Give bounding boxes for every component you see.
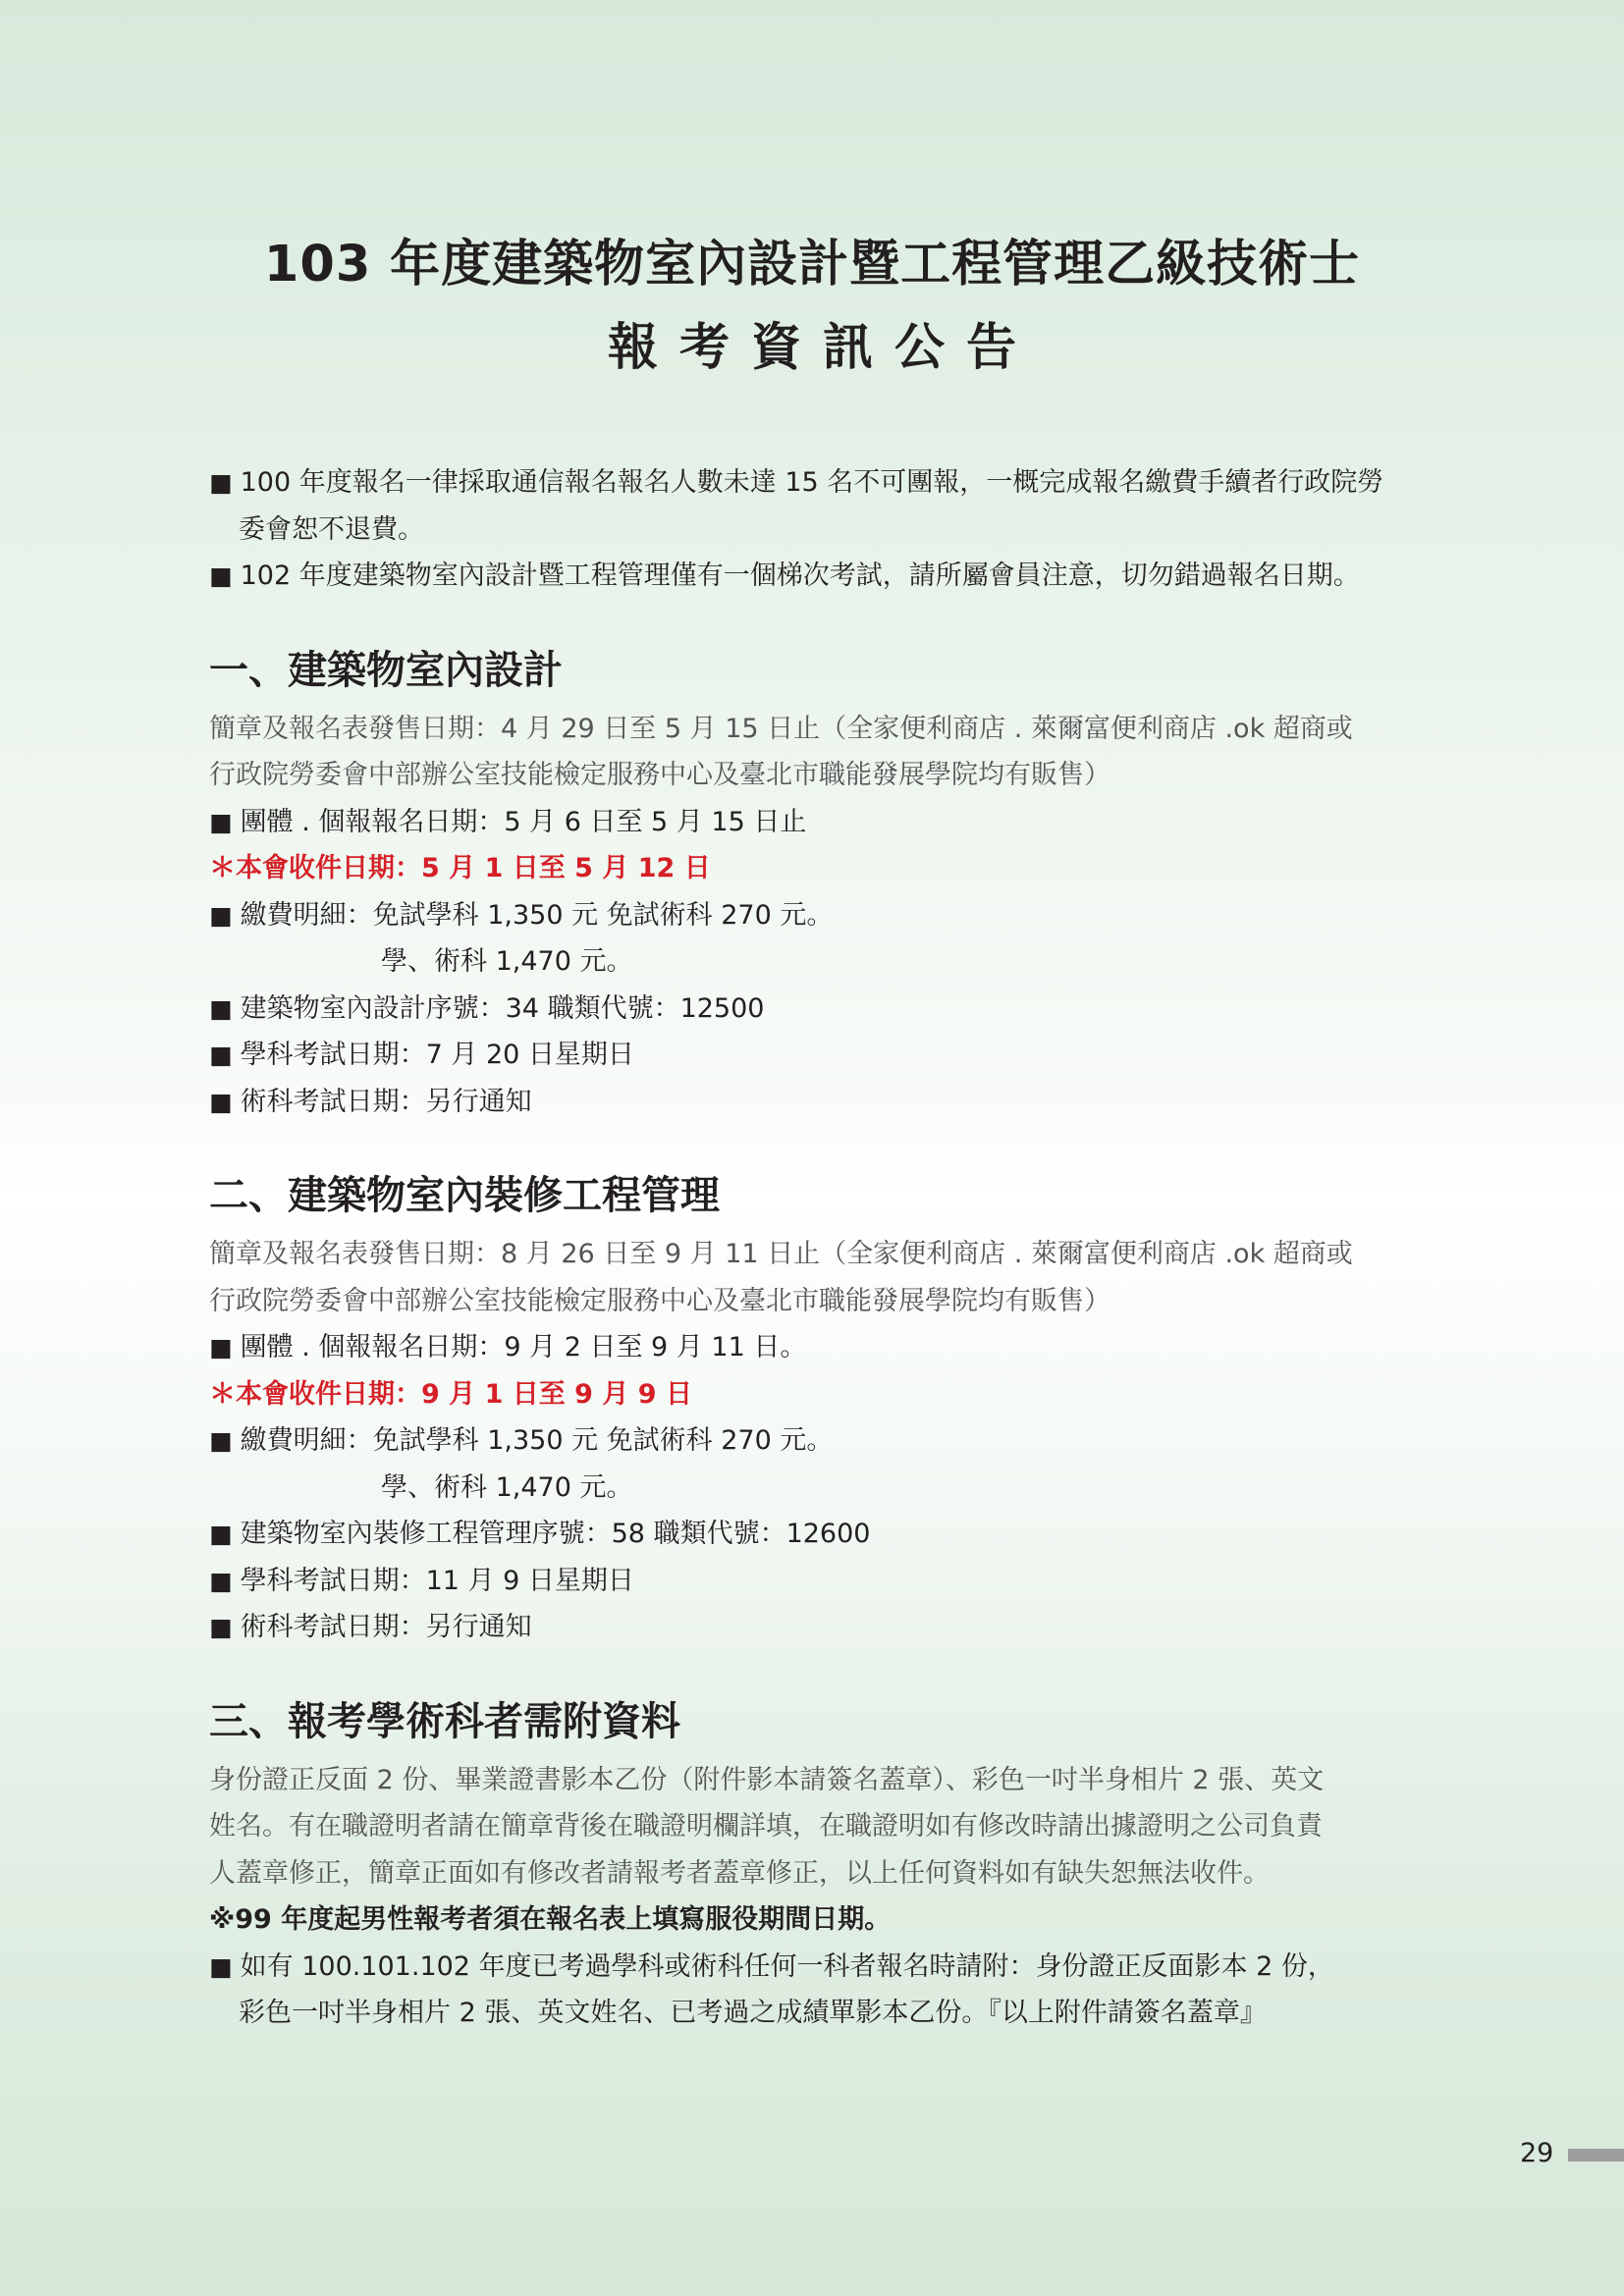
title-line-main: 103 年度建築物室內設計暨工程管理乙級技術士 (263, 236, 1361, 294)
sale-date-line-continued: 行政院勞委會中部辦公室技能檢定服務中心及臺北市職能發展學院均有販售） (209, 760, 1110, 790)
section-renovation-management (209, 1166, 1427, 1651)
requirements-line: 人蓋章修正，簡章正面如有修改者請報考者蓋章修正，以上任何資料如有缺失恕無法收件。 (209, 1857, 1270, 1889)
fee-details-continued: 學、術科 1,470 元。 (381, 1471, 633, 1503)
notices (209, 459, 1427, 600)
fee-details-continued: 學、術科 1,470 元。 (381, 946, 633, 977)
registration-date: ■ 團體 . 個報報名日期：9 月 2 日至 9 月 11 日。 (209, 1324, 1427, 1371)
fee-details: ■ 繳費明細：免試學科 1,350 元 免試術科 270 元。 (209, 1417, 1427, 1465)
receipt-date: ＊本會收件日期：5 月 1 日至 5 月 12 日 (209, 853, 711, 883)
job-code: ■ 建築物室內設計序號：34 職類代號：12500 (209, 986, 1427, 1033)
section-required-documents (209, 1692, 1427, 2037)
requirements-line: 身份證正反面 2 份、畢業證書影本乙份（附件影本請簽名蓋章）、彩色一吋半身相片 2 張、英文 (209, 1764, 1325, 1795)
notice-line-continued: 委會恕不退費。 (239, 513, 424, 545)
job-code: ■ 建築物室內裝修工程管理序號：58 職類代號：12600 (209, 1511, 1427, 1558)
sale-date-line: 簡章及報名表發售日期：8 月 26 日至 9 月 11 日止（全家便利商店 . 萊爾富便利商店 .ok 超商或 (209, 1239, 1353, 1269)
sale-date-line: 簡章及報名表發售日期：4 月 29 日至 5 月 15 日止（全家便利商店 . 萊爾富便利商店 .ok 超商或 (209, 713, 1353, 744)
written-exam-date: ■ 學科考試日期：11 月 9 日星期日 (209, 1558, 1427, 1605)
previous-exam-note-continued: 彩色一吋半身相片 2 張、英文姓名、已考過之成績單影本乙份。『以上附件請簽名蓋章』 (239, 1998, 1267, 2028)
section-heading: 一、建築物室內設計 (209, 647, 563, 693)
practical-exam-date: ■ 術科考試日期：另行通知 (209, 1604, 1427, 1651)
notice-line: ■ 100 年度報名一律採取通信報名報名人數未達 15 名不可團報，一概完成報名繳費手續者行政院勞 (209, 459, 1427, 507)
section-heading: 二、建築物室內裝修工程管理 (209, 1173, 720, 1218)
section-heading: 三、報考學術科者需附資料 (209, 1698, 680, 1744)
section-interior-design (209, 641, 1427, 1126)
page-number: 29 (1520, 2138, 1554, 2168)
page-number-bar (1568, 2149, 1624, 2162)
requirements-line: 姓名。有在職證明者請在簡章背後在職證明欄詳填，在職證明如有修改時請出據證明之公司負責 (209, 1811, 1323, 1842)
sale-date-line-continued: 行政院勞委會中部辦公室技能檢定服務中心及臺北市職能發展學院均有販售） (209, 1285, 1110, 1316)
fee-details: ■ 繳費明細：免試學科 1,350 元 免試術科 270 元。 (209, 892, 1427, 939)
title-line-sub: 報考資訊公告 (607, 319, 1038, 377)
practical-exam-date: ■ 術科考試日期：另行通知 (209, 1079, 1427, 1126)
receipt-date: ＊本會收件日期：9 月 1 日至 9 月 9 日 (209, 1378, 692, 1410)
military-service-note: ※99 年度起男性報考者須在報名表上填寫服役期間日期。 (209, 1904, 892, 1935)
written-exam-date: ■ 學科考試日期：7 月 20 日星期日 (209, 1032, 1427, 1079)
registration-date: ■ 團體 . 個報報名日期：5 月 6 日至 5 月 15 日止 (209, 799, 1427, 846)
notice-line: ■ 102 年度建築物室內設計暨工程管理僅有一個梯次考試，請所屬會員注意，切勿錯過報名日期。 (209, 553, 1427, 600)
document-title (0, 226, 1624, 393)
previous-exam-note: ■ 如有 100.101.102 年度已考過學科或術科任何一科者報名時請附：身份證正反面影本 2 份， (209, 1944, 1427, 1991)
document-body (209, 459, 1427, 2037)
